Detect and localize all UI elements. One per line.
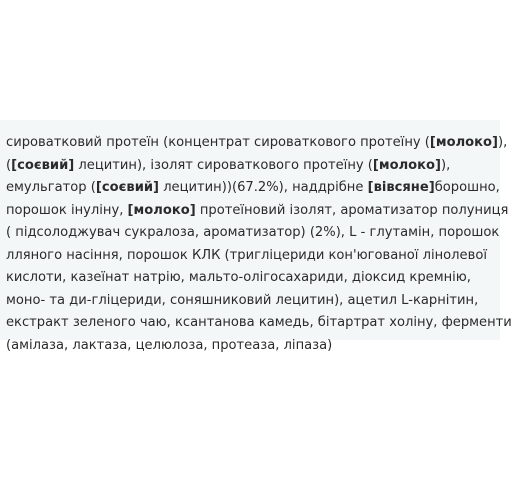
- allergen-highlight: [соєвий]: [95, 180, 160, 195]
- ingredient-text: (: [6, 157, 12, 173]
- ingredient-text: моно- та ди-гліцериди, соняшниковий лецитин), ацетил L-карнітин,: [6, 292, 479, 308]
- ingredient-text: ),: [498, 135, 508, 150]
- ingredient-text: емульгатор (: [6, 180, 96, 195]
- ingredient-text: (амілаза, лактаза, целюлоза, протеаза, ліпаза): [6, 337, 333, 353]
- allergen-highlight: [молоко]: [429, 135, 499, 150]
- ingredient-text: борошно,: [434, 180, 500, 195]
- text-line: [6, 335, 498, 358]
- ingredient-text: кислоти, казеїнат натрію, мальто-олігосахариди, діоксид кремнію,: [6, 270, 471, 285]
- allergen-highlight: [вівсяне]: [367, 180, 435, 195]
- ingredient-text: ( підсолоджувач сукралоза, ароматизатор) (2%), L - глутамін, порошок: [6, 225, 500, 240]
- ingredient-text: сироватковий протеїн (концентрат сироваткового протеїну (: [6, 135, 430, 150]
- ingredient-text: екстракт зеленого чаю, ксантанова камедь, бітартрат холіну, ферменти: [6, 315, 512, 330]
- ingredient-text: протеїновий ізолят, ароматизатор полуниця: [195, 202, 509, 218]
- ingredients-text: [6, 132, 512, 357]
- ingredient-text: ),: [441, 157, 451, 173]
- ingredient-text: лецитин), ізолят сироваткового протеїну (: [74, 157, 373, 173]
- text-line: [6, 155, 498, 178]
- allergen-highlight: [молоко]: [127, 202, 196, 218]
- ingredient-text: лляного насіння, порошок КЛК (тригліцериди кон'югованої лінолевої: [6, 247, 487, 263]
- text-line: [6, 222, 498, 245]
- text-line: [6, 177, 498, 200]
- allergen-highlight: [молоко]: [372, 157, 442, 173]
- text-line: [6, 290, 498, 313]
- text-line: [6, 267, 498, 290]
- text-line: [6, 245, 498, 268]
- text-line: [6, 132, 508, 155]
- text-line: [6, 200, 509, 223]
- allergen-highlight: [соєвий]: [11, 157, 75, 173]
- ingredient-text: порошок інуліну,: [6, 202, 128, 218]
- text-line: [6, 312, 512, 335]
- ingredient-text: лецитин))(67.2%), наддрібне: [159, 180, 368, 195]
